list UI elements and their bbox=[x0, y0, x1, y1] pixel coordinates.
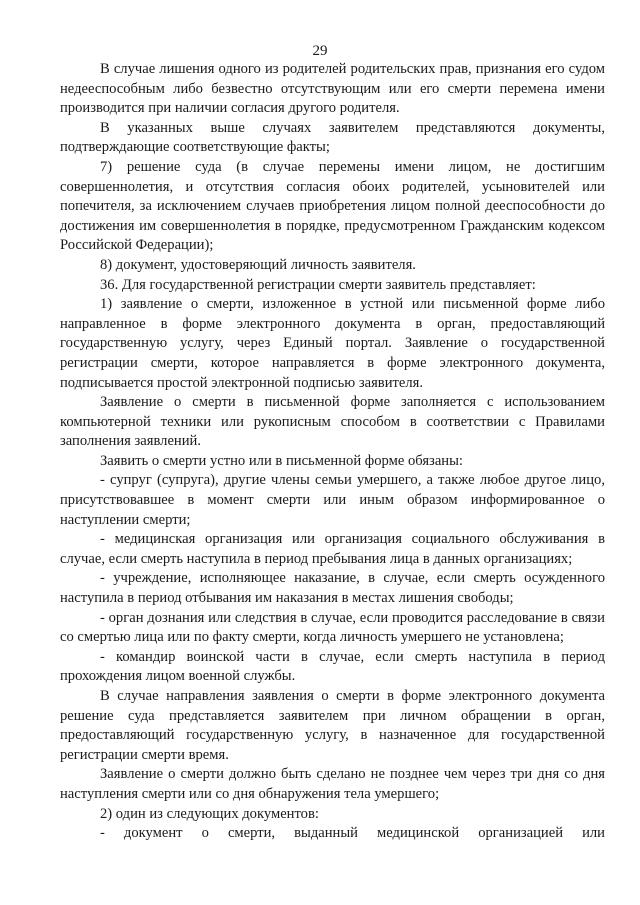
paragraph-7: Заявление о смерти в письменной форме заполняется с использованием компьютерной техники или рукописным способом в соответствии с Правилами заполнения заявлений. bbox=[60, 394, 605, 450]
paragraph-1: В случае лишения одного из родителей родительских прав, признания его судом недееспособным либо безвестно отсутствующим или его смерти перемена имени производится при наличии согласия другого родителя. bbox=[60, 61, 605, 117]
paragraph-8: Заявить о смерти устно или в письменной форме обязаны: bbox=[100, 452, 463, 469]
page-number: 29 bbox=[312, 43, 328, 59]
paragraph-13: - командир воинской части в случае, если смерть наступила в период прохождения лицом военной службы. bbox=[60, 648, 605, 685]
paragraph-15: Заявление о смерти должно быть сделано не позднее чем через три дня со дня наступления смерти или со дня обнаружения тела умершего; bbox=[60, 766, 605, 802]
paragraph-11: - учреждение, исполняющее наказание, в случае, если смерть осужденного наступила в период отбывания им наказания в местах лишения свободы; bbox=[60, 570, 605, 607]
document-body bbox=[60, 60, 605, 844]
paragraph-6: 1) заявление о смерти, изложенное в устной или письменной форме либо направленное в форме электронного документа в орган, предоставляющий государственную услугу, через Единый портал. Заявление о государственной регистрации смерти, которое направляется в форме электронного документа, подписывается простой электронной подписью заявителя. bbox=[60, 296, 605, 391]
paragraph-12: - орган дознания или следствия в случае, если проводится расследование в связи со смертью лица или по факту смерти, когда личность умершего не установлена; bbox=[60, 609, 605, 646]
paragraph-14: В случае направления заявления о смерти в форме электронного документа решение суда представляется заявителем при личном обращении в орган, предоставляющий государственную услугу, в назначенное для государственной регистрации смерти время. bbox=[60, 688, 605, 763]
paragraph-17: - документ о смерти, выданный медицинской организацией или bbox=[100, 825, 605, 842]
paragraph-9: - супруг (супруга), другие члены семьи умершего, а также любое другое лицо, присутствовавшее в момент смерти или иным образом информированное о наступлении смерти; bbox=[60, 472, 605, 528]
paragraph-2: В указанных выше случаях заявителем представляются документы, подтверждающие соответствующие факты; bbox=[60, 119, 605, 156]
paragraph-3: 7) решение суда (в случае перемены имени лицом, не достигшим совершеннолетия, и отсутствия согласия обоих родителей, усыновителей или попечителя, за исключением случаев приобретения лицом полной дееспособности до достижения им совершеннолетия в порядке, предусмотренном Гражданским кодексом Российской Федерации); bbox=[60, 158, 605, 254]
paragraph-4: 8) документ, удостоверяющий личность заявителя. bbox=[100, 256, 416, 273]
paragraph-5: 36. Для государственной регистрации смерти заявитель представляет: bbox=[100, 276, 536, 293]
paragraph-16: 2) один из следующих документов: bbox=[100, 805, 319, 822]
paragraph-10: - медицинская организация или организация социального обслуживания в случае, если смерть наступила в период пребывания лица в данных организациях; bbox=[60, 531, 605, 567]
